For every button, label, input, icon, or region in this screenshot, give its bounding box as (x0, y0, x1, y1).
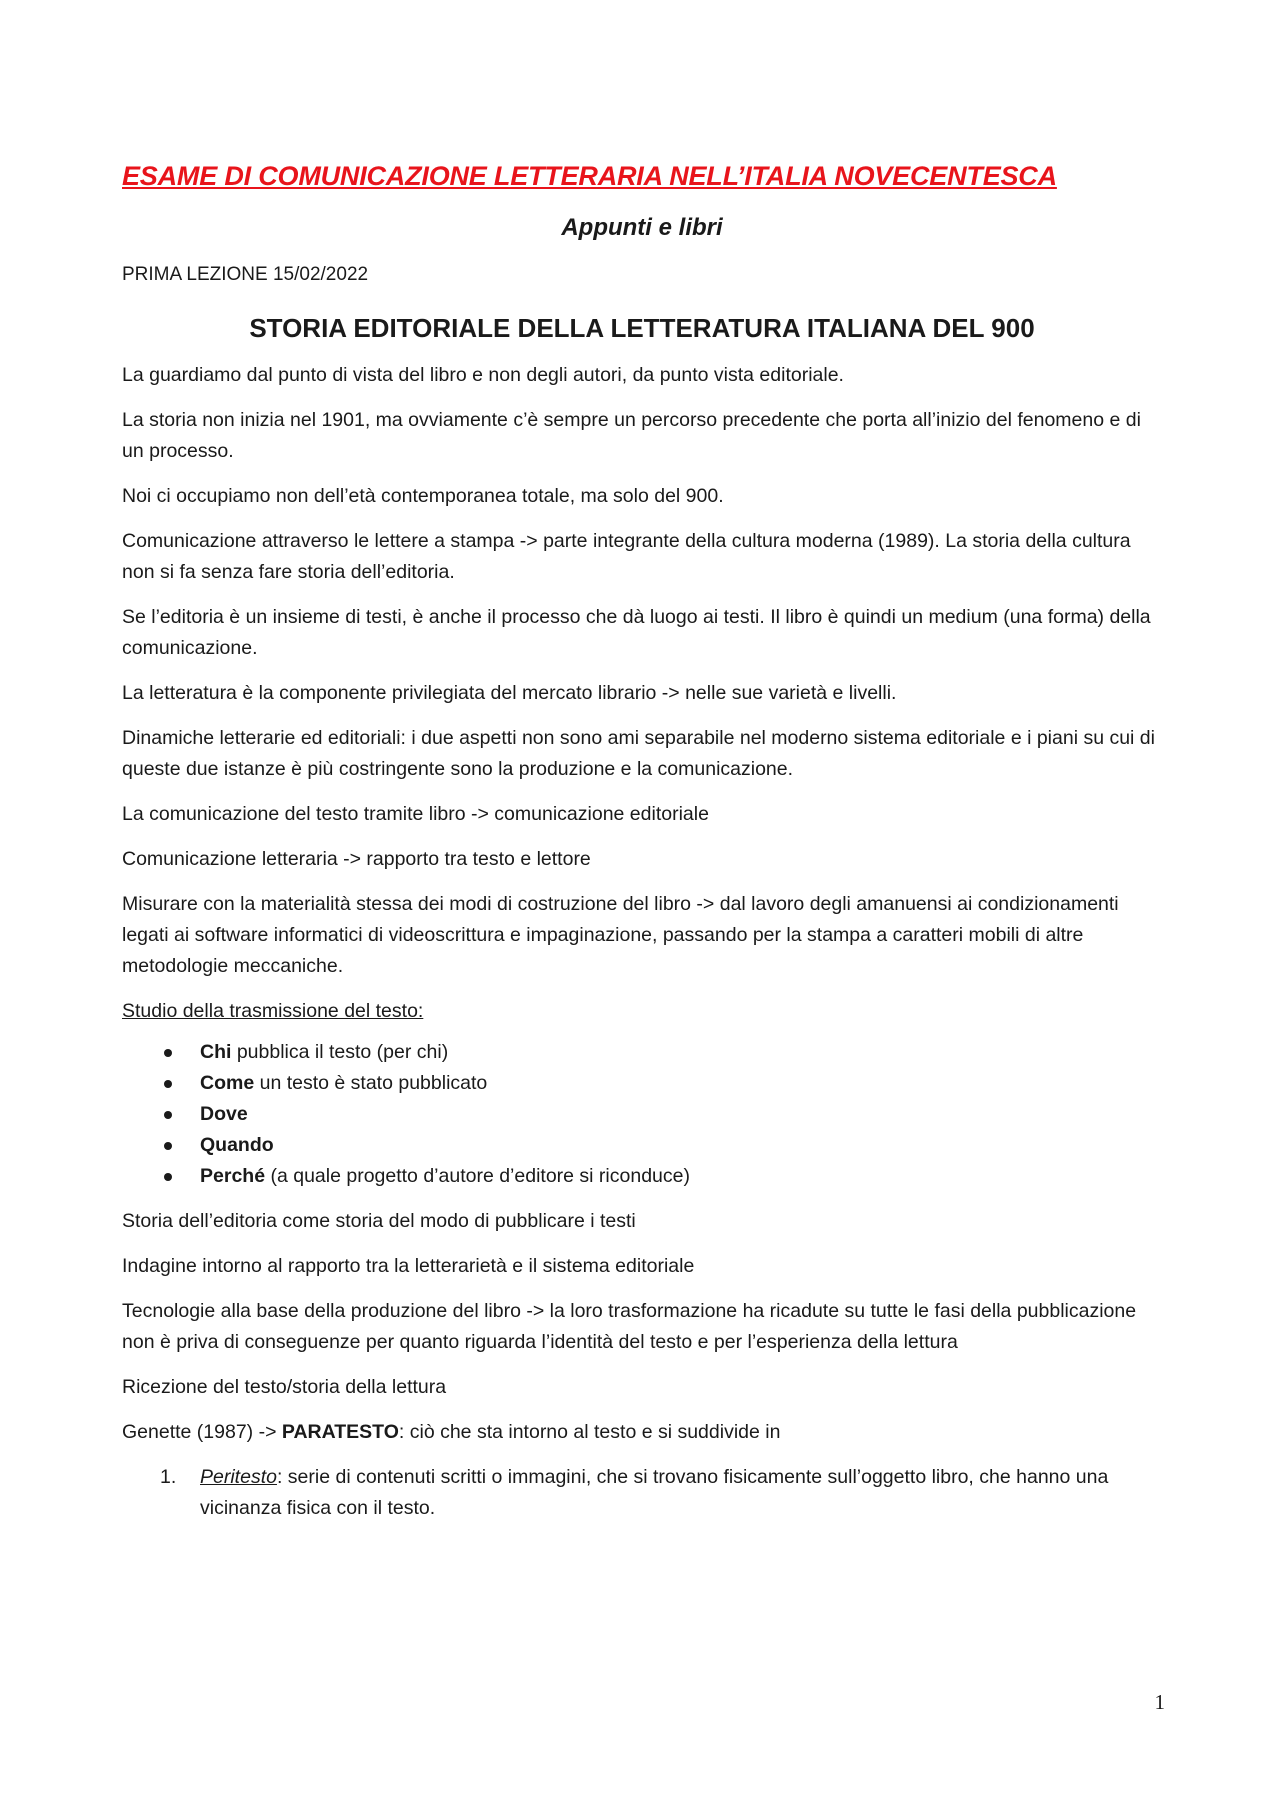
item-term: Peritesto (200, 1466, 277, 1488)
item-number: 1. (160, 1466, 177, 1488)
bullet-icon (164, 1111, 172, 1119)
bullet-item (200, 1037, 1162, 1068)
bullet-bold: Dove (200, 1103, 248, 1125)
bullet-text: pubblica il testo (per chi) (231, 1041, 449, 1063)
paragraph: La storia non inizia nel 1901, ma ovviamente c’è sempre un percorso precedente che porta all’inizio del fenomeno e di un processo. (122, 409, 1141, 462)
item-text: : serie di contenuti scritti o immagini, che si trovano fisicamente sull’oggetto libro, che hanno una vicinanza fisica con il testo. (200, 1466, 1109, 1519)
bullet-bold: Come (200, 1072, 255, 1094)
paragraph: Ricezione del testo/storia della lettura (122, 1376, 447, 1398)
bullet-icon (164, 1049, 172, 1057)
document-subtitle: Appunti e libri (561, 214, 723, 241)
genette-bold: PARATESTO (281, 1421, 399, 1443)
paragraph: Comunicazione attraverso le lettere a stampa -> parte integrante della cultura moderna (1989). La storia della cultura non si fa senza fare storia dell’editoria. (122, 530, 1131, 583)
bullet-list (122, 1037, 1162, 1192)
bullet-item (200, 1161, 1162, 1192)
bullet-item (200, 1068, 1162, 1099)
bullet-text: un testo è stato pubblicato (254, 1072, 488, 1094)
page-number: 1 (1154, 1690, 1165, 1714)
document-title: ESAME DI COMUNICAZIONE LETTERARIA NELL’ITALIA NOVECENTESCA (122, 161, 1057, 191)
numbered-item (160, 1462, 1162, 1524)
bullet-bold: Quando (200, 1134, 274, 1156)
paragraph: Indagine intorno al rapporto tra la letterarietà e il sistema editoriale (122, 1255, 695, 1277)
study-heading: Studio della trasmissione del testo: (122, 1000, 424, 1022)
paragraph: La guardiamo dal punto di vista del libro e non degli autori, da punto vista editoriale. (122, 364, 844, 386)
bullet-item (200, 1130, 1162, 1161)
document-content (122, 158, 1162, 1524)
bullet-bold: Chi (200, 1041, 232, 1063)
section-heading: STORIA EDITORIALE DELLA LETTERATURA ITALIANA DEL 900 (249, 313, 1035, 343)
bullet-icon (164, 1142, 172, 1150)
lesson-label: PRIMA LEZIONE 15/02/2022 (122, 264, 369, 285)
study-heading-paragraph (122, 996, 1162, 1027)
bullet-icon (164, 1080, 172, 1088)
bullet-bold: Perché (200, 1165, 266, 1187)
genette-prefix: Genette (1987) -> (122, 1421, 282, 1443)
genette-suffix: : ciò che sta intorno al testo e si suddivide in (398, 1421, 781, 1443)
genette-paragraph (122, 1417, 1162, 1448)
bullet-item (200, 1099, 1162, 1130)
paragraph: La letteratura è la componente privilegiata del mercato librario -> nelle sue varietà e livelli. (122, 682, 897, 704)
paragraph: Dinamiche letterarie ed editoriali: i due aspetti non sono ami separabile nel moderno sistema editoriale e i piani su cui di queste due istanze è più costringente sono la produzione e la comunicazione. (122, 727, 1155, 780)
paragraph: Se l’editoria è un insieme di testi, è anche il processo che dà luogo ai testi. Il libro è quindi un medium (una forma) della comunicazione. (122, 606, 1151, 659)
paragraph: Comunicazione letteraria -> rapporto tra testo e lettore (122, 848, 591, 870)
paragraph: Noi ci occupiamo non dell’età contemporanea totale, ma solo del 900. (122, 485, 724, 507)
paragraph: Storia dell’editoria come storia del modo di pubblicare i testi (122, 1210, 636, 1232)
numbered-list (122, 1462, 1162, 1524)
paragraph: La comunicazione del testo tramite libro -> comunicazione editoriale (122, 803, 709, 825)
paragraph: Tecnologie alla base della produzione del libro -> la loro trasformazione ha ricadute su tutte le fasi della pubblicazione non è priva di conseguenze per quanto riguarda l’identità del testo e per l’esperienza della lettura (122, 1300, 1137, 1353)
bullet-icon (164, 1173, 172, 1181)
bullet-text: (a quale progetto d’autore d’editore si riconduce) (265, 1165, 690, 1187)
paragraph: Misurare con la materialità stessa dei modi di costruzione del libro -> dal lavoro degli amanuensi ai condizionamenti legati ai software informatici di videoscrittura e impaginazione, passando per la stampa a caratteri mobili di altre metodologie meccaniche. (122, 893, 1119, 977)
